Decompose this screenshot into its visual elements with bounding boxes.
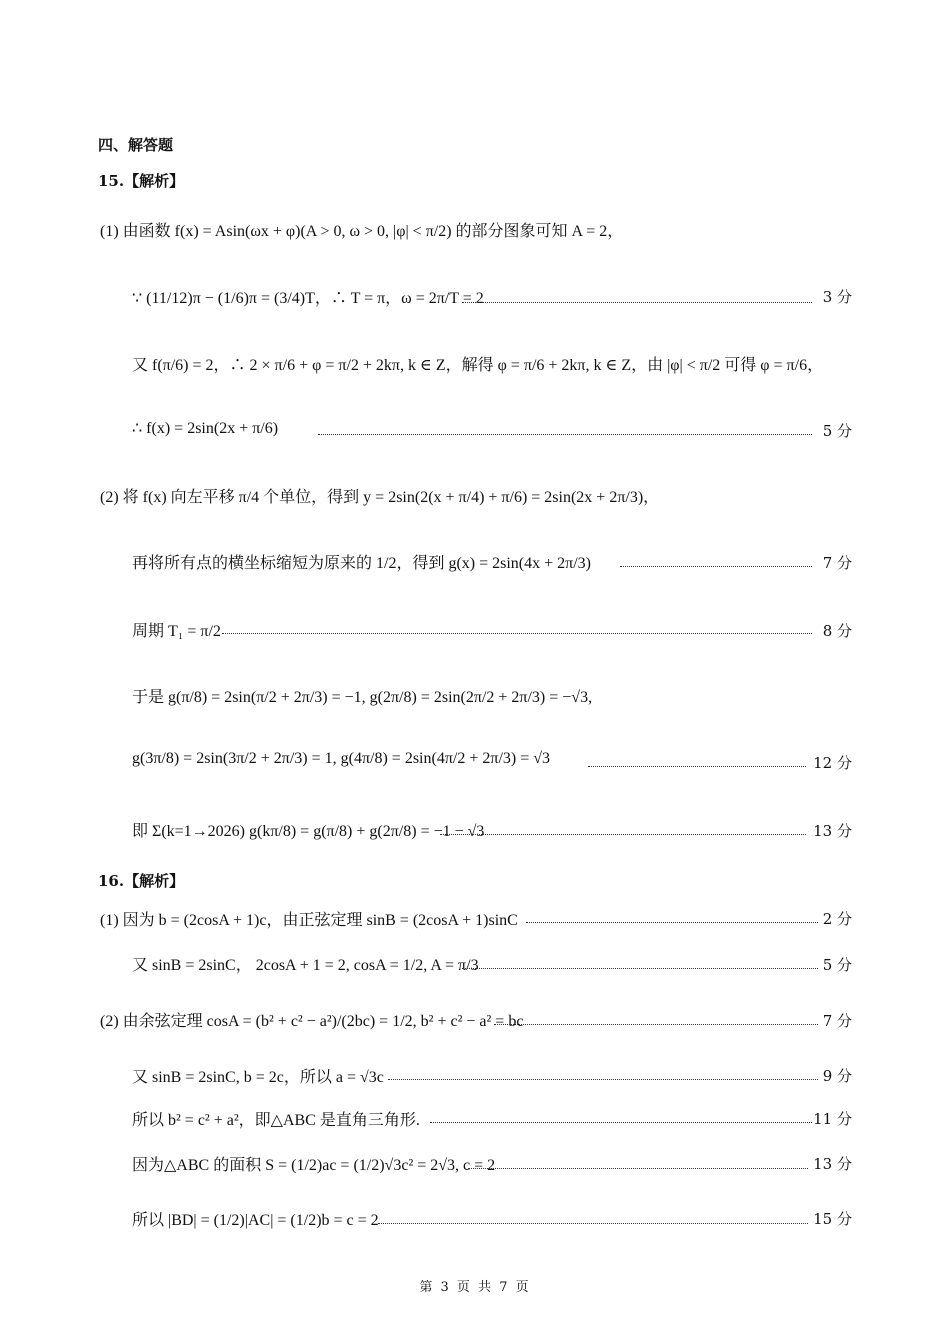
q16-line-5: 所以 b² = c² + a²，即△ABC 是直角三角形. bbox=[132, 1112, 420, 1129]
q16-line-3-score: 7 分 bbox=[822, 1012, 852, 1030]
q15-line-8: 于是 g(π/8) = 2sin(π/2 + 2π/3) = −1, g(2π/8) = 2sin(2π/2 + 2π/3) = −√3, bbox=[132, 689, 593, 706]
leader-dots bbox=[588, 766, 806, 767]
q15-line-5: (2) 将 f(x) 向左平移 π/4 个单位，得到 y = 2sin(2(x + π/4) + π/6) = 2sin(2x + 2π/3)， bbox=[100, 489, 660, 506]
q15-line-7-score: 8 分 bbox=[822, 622, 852, 640]
page-footer: 第 3 页 共 7 页 bbox=[419, 1280, 531, 1295]
leader-dots bbox=[222, 633, 812, 634]
q15-line-9-score: 12 分 bbox=[813, 754, 852, 772]
q16-line-7: 所以 |BD| = (1/2)|AC| = (1/2)b = c = 2 bbox=[132, 1212, 379, 1229]
q15-line-1: (1) 由函数 f(x) = Asin(ωx + φ)(A > 0, ω > 0, |φ| < π/2) 的部分图象可知 A = 2， bbox=[100, 223, 624, 240]
q15-line-10-score: 13 分 bbox=[813, 822, 852, 840]
section-title: 四、解答题 bbox=[98, 136, 174, 154]
q15-line-7: 周期 T₁ = π/2 bbox=[132, 623, 221, 640]
q16-line-1: (1) 因为 b = (2cosA + 1)c，由正弦定理 sinB = (2cosA + 1)sinC bbox=[100, 912, 518, 929]
q16-line-5-score: 11 分 bbox=[813, 1110, 852, 1128]
leader-dots bbox=[378, 1223, 808, 1224]
leader-dots bbox=[620, 566, 812, 567]
q16-line-7-score: 15 分 bbox=[813, 1210, 852, 1228]
q15-header: 15.【解析】 bbox=[98, 172, 185, 190]
q15-line-3: 又 f(π/6) = 2，∴ 2 × π/6 + φ = π/2 + 2kπ, k ∈ Z，解得 φ = π/6 + 2kπ, k ∈ Z，由 |φ| < π/2 可得 φ = π/6， bbox=[132, 357, 824, 374]
q15-line-9: g(3π/8) = 2sin(3π/2 + 2π/3) = 1, g(4π/8) = 2sin(4π/2 + 2π/3) = √3 bbox=[132, 750, 551, 767]
leader-dots bbox=[440, 834, 806, 835]
q16-line-2: 又 sinB = 2sinC， 2cosA + 1 = 2, cosA = 1/2, A = π/3 bbox=[132, 957, 479, 974]
q16-line-4: 又 sinB = 2sinC, b = 2c，所以 a = √3c bbox=[132, 1069, 384, 1086]
leader-dots bbox=[462, 302, 812, 303]
q16-line-6: 因为△ABC 的面积 S = (1/2)ac = (1/2)√3c² = 2√3, c = 2 bbox=[132, 1157, 496, 1174]
q16-line-2-score: 5 分 bbox=[822, 956, 852, 974]
q16-line-1-score: 2 分 bbox=[822, 910, 852, 928]
leader-dots bbox=[468, 1168, 808, 1169]
q15-line-2: ∵ (11/12)π − (1/6)π = (3/4)T，∴ T = π，ω = 2π/T = 2 bbox=[132, 290, 484, 307]
q16-line-6-score: 13 分 bbox=[813, 1155, 852, 1173]
q15-line-10: 即 Σ(k=1→2026) g(kπ/8) = g(π/8) + g(2π/8) = −1 − √3 bbox=[132, 823, 485, 840]
leader-dots bbox=[494, 1024, 818, 1025]
q16-header: 16.【解析】 bbox=[98, 872, 185, 890]
q15-line-6-score: 7 分 bbox=[822, 554, 852, 572]
q16-line-4-score: 9 分 bbox=[822, 1067, 852, 1085]
leader-dots bbox=[430, 1122, 812, 1123]
leader-dots bbox=[462, 968, 818, 969]
q15-line-4-score: 5 分 bbox=[822, 422, 852, 440]
leader-dots bbox=[388, 1079, 818, 1080]
q15-line-2-score: 3 分 bbox=[822, 288, 852, 306]
q15-line-6: 再将所有点的横坐标缩短为原来的 1/2，得到 g(x) = 2sin(4x + 2π/3) bbox=[132, 555, 592, 572]
leader-dots bbox=[526, 922, 818, 923]
q16-line-3: (2) 由余弦定理 cosA = (b² + c² − a²)/(2bc) = 1/2, b² + c² − a² = bc bbox=[100, 1013, 524, 1030]
q15-line-4: ∴ f(x) = 2sin(2x + π/6) bbox=[132, 420, 279, 437]
leader-dots bbox=[318, 434, 812, 435]
